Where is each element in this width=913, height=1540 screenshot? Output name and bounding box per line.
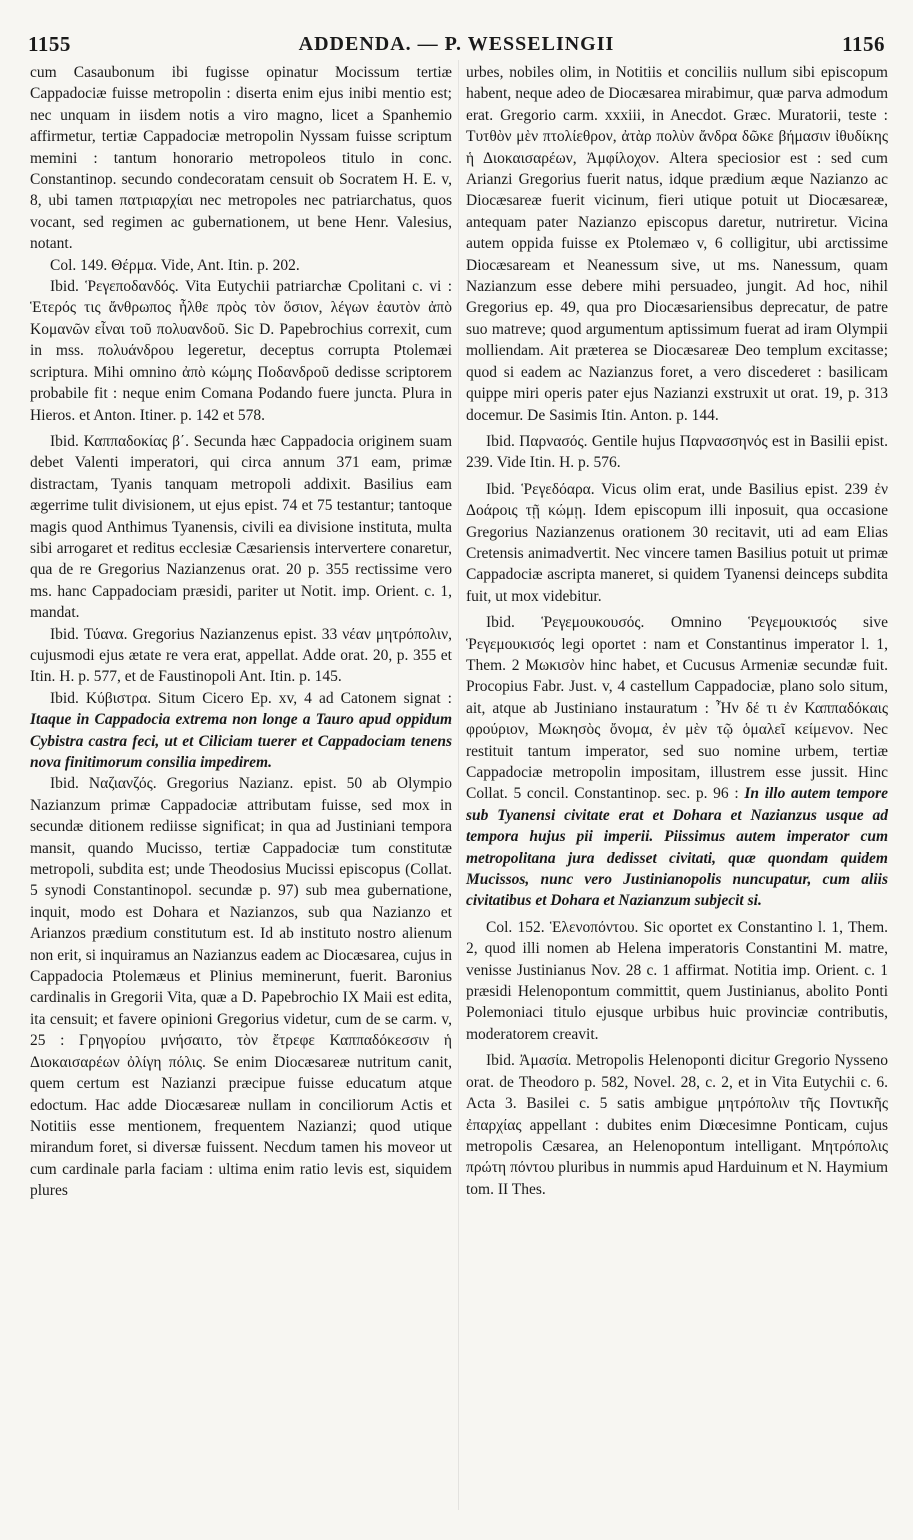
page-number-left: 1155 (28, 31, 71, 56)
paragraph-text: Ibid. Ῥεγεμουκουσός. Omnino Ῥεγεμουκισός sive Ῥεγεμουκισός legi oportet : nam et Constantinus imperator l. 1, Them. 2 Μωκισὸν hinc habet, et Cucusus Armeniæ secundæ fuit. Procopius Fabr. Just. v, 4 castellum Cappadociæ, plano solo situm, ait, atque ab Justiniano instauratum : Ἦν δέ τι ἐν Καππαδόκαις φρούριον, Μωκησὸς ὄνομα, ἐν μὲν τῷ ὁμαλεῖ κείμενον. Nec restituit tantum imperator, sed suo nomine urbem, tertiæ Cappadociæ metropolin impositam, illustrem esse jussit. Hinc Collat. 5 concil. Constantinop. sec. p. 96 : (466, 614, 888, 803)
paragraph (30, 688, 452, 774)
quotation: In illo autem tempore sub Tyanensi civitate erat et Dohara et Nazianzus usque ad tempora hujus pii imperii. Piissimus autem imperator cum metropolitana jura dedisset civitati, quæ quondam quidem Mucissos, nunc vero Justinianopolis nuncupatur, cum aliis civitatibus et Dohara et Nazianzum subjecit si. (466, 785, 888, 910)
paragraph: cum Casaubonum ibi fugisse opinatur Mocissum tertiæ Cappadociæ fuisse metropolin : diserta enim ejus inibi mentio est; nec unquam in iisdem notis a viro magno, licet a Spanhemio affirmetur, tertiæ Cappadociæ metropolin Nyssam fuisse scriptum memini : tantum honorario metropoleos titulo in conc. Constantinop. secundo condecoratam censuit ob Socratem H. E. v, 8, ubi tamen πατριαρχίαι nec metropoles nec patriarchatus, quos vocant, sed regimen ac gubernationem, ut bene Henr. Valesius, notant. (30, 64, 452, 253)
paragraph: Ibid. Ναζιανζός. Gregorius Nazianz. epist. 50 ab Olympio Nazianzum primæ Cappadociæ attributam fuisse, sed mox in secundæ ditionem rediisse significat; in qua ad Justiniani tempora mansit, quando Mucisso, tertiæ Cappadociæ tum constitutæ metropoli, subdita est; unde Theodosius Mucissi episcopus (Collat. 5 synodi Constantinopol. secundæ p. 97) sub mea gubernatione, inquit, modo est Dohara et Nazianzos, sub qua Nazianzo et Arianzos prædium constitutum est. Id ab instituto nostro alienum non erit, si inquiramus an Nazianzus eadem ac Diocæsarea, cujus in Cappadocia Ptolemæus et Plinius meminerunt, fuerit. Baronius cardinalis in Gregorii Vita, quæ a D. Papebrochio IX Maii est edita, ita censuit; et favere opinioni Gregorius videtur, cum de se carm. v, 25 : Γρηγορίου μνήσαιτο, τὸν ἔτρεφε Καππαδόκεσσιν ἡ Διοκαισαρέων ὀλίγη πόλις. Se enim Diocæsareæ nutritum canit, quem certum est Nazianzi præcipue fuisse educatum atque edoctum. Hac adde Diocæsareæ nullam in conciliorum Actis et Notitiis esse mentionem, frequentem Nazianzi; quod utique mirandum foret, si diversæ fuissent. Necdum tamen his moveor ut cum cardinale parla faciam : ultima enim ratio levis est, siquidem plures (30, 775, 452, 1200)
paragraph-text: Ibid. Κύβιστρα. Situm Cicero Ep. xv, 4 ad Catonem signat : (50, 689, 452, 707)
paragraph: Ibid. Ῥεγεποδανδός. Vita Eutychii patriarchæ Cpolitani c. vi : Ἑτερός τις ἄνθρωπος ἦλθε πρὸς τὸν ὅσιον, λέγων ἑαυτὸν ἀπὸ Κομανῶν εἶναι τοῦ πολυανδοῦ. Sic D. Papebrochius correxit, cum in mss. πολυάνδρου legeretur, deceptus corrupta Ptolemæi scriptura. Mihi omnino ἀπὸ κώμης Ποδανδροῦ dedisse scriptorem probabile fit : neque enim Comana Podando fuere juncta. Plura in Hieros. et Anton. Itiner. p. 142 et 578. (30, 278, 452, 424)
page-number-right: 1156 (842, 31, 885, 56)
running-title: ADDENDA. — P. WESSELINGII (298, 32, 615, 55)
running-header (28, 30, 885, 58)
paragraph: Col. 149. Θέρμα. Vide, Ant. Itin. p. 202. (50, 256, 300, 274)
paragraph: Col. 152. Ἑλενοπόντου. Sic oportet ex Constantino l. 1, Them. 2, quod illi nomen ab Helena imperatoris Constantini M. matre, venisse Justinianus Nov. 28 c. 1 affirmat. Notitia imp. Orient. c. 1 præsidi Helenopontum committit, quem Justinianus, abolito Ponti Polemoniaci titulo ejusque urbibus huic provinciæ contributis, moderatorem creavit. (466, 918, 888, 1043)
left-column (30, 62, 452, 1202)
column-divider (458, 60, 459, 1510)
quotation: Itaque in Cappadocia extrema non longe a Tauro apud oppidum Cybistra castra feci, ut et Ciliciam tuerer et Cappadociam tenens nova finitimorum consilia impedirem. (30, 711, 452, 771)
paragraph: Ibid. Τύανα. Gregorius Nazianzenus epist. 33 νέαν μητρόπολιν, cujusmodi ejus ætate re vera erat, appellat. Adde orat. 20, p. 355 et Itin. H. p. 577, et de Faustinopoli Ant. Itin. p. 145. (30, 625, 452, 686)
paragraph (466, 612, 888, 912)
paragraph: urbes, nobiles olim, in Notitiis et conciliis nullum sibi episcopum habent, neque adeo de Diocæsarea mirabimur, quæ parva admodum erat. Gregorio carm. xxxiii, in Anecdot. Græc. Muratorii, teste : Τυτθὸν μὲν πτολίεθρον, ἀτὰρ πολὺν ἄνδρα δῶκε βήμασιν ἰθυδίκης ἡ Διοκαισαρέων, Ἀμφίλοχον. Altera speciosior est : sed cum Arianzi Gregorius fuerit natus, idque prædium æque Nazianzo ac Diocæsareæ fuerit vicinum, fieri utique potuit ut Diocæsareæ, antequam pater Nazianzo episcopus daretur, nutriretur. Vicina autem oppida fuisse ex Ptolemæo v, 6 colligitur, ubi arctissime Diocæsaream et Neanessum sive, ut ms. Nanessum, quam Nazianzum esse debere mihi persuadeo, jungit. Ad hoc, nihil Gregorius ep. 49, qua pro Diocæsariensibus deprecatur, de patre suo matreve; quod argumentum aptissimum fuerat ad iram Olympii molliendam. Ait præterea se Diocæsareæ Deo templum excitasse; quod si eadem ac Nazianzus foret, a vero discederet : basilicam quippe miri operis pater ejus Nazianzi exstruxit ut orat. 19, p. 313 docemur. De Sasimis Itin. Anton. p. 144. (466, 64, 888, 424)
paragraph: Ibid. Ῥεγεδόαρα. Vicus olim erat, unde Basilius epist. 239 ἐν Δοάροις τῇ κώμῃ. Idem episcopum illi inposuit, qua occasione Gregorius Nazianzenus orationem 30 recitavit, uti ad eam Elias Cretensis animadvertit. Nec vincere tamen Basilius potuit ut primæ Cappadociæ ascripta maneret, si quidem Tyanensi deinceps subdita fuit, ut mox videbitur. (466, 480, 888, 605)
paragraph: Ibid. Παρνασός. Gentile hujus Παρνασσηνός est in Basilii epist. 239. Vide Itin. H. p. 576. (466, 432, 888, 472)
paragraph: Ibid. Ἀμασία. Metropolis Helenoponti dicitur Gregorio Nysseno orat. de Theodoro p. 582, Novel. 28, c. 2, et in Vita Eutychii c. 6. Acta 3. Basilei c. 5 satis ambigue μητρόπολιν τῆς Ποντικῆς ἐπαρχίας appellant : dubites enim Diœcesimne Ponticam, cujus metropolis Cæsarea, an Helenopontum intelligant. Μητρόπολις πρώτη πόντου pluribus in nummis apud Harduinum et N. Haymium tom. II Thes. (466, 1052, 888, 1198)
paragraph: Ibid. Καππαδοκίας β΄. Secunda hæc Cappadocia originem suam debet Valenti imperatori, qui circa annum 371 eam, primæ distractam, Tyanis tanquam metropoli addixit. Basilius eam ægerrime tulit divisionem, ut ejus epist. 74 et 75 testantur; tantoque magis quod Anthimus Tyanensis, civili ea divisione instituta, multa sibi arrogaret et reditus ecclesiæ Cæsariensis intervertere conaretur, qua de re Gregorius Nazianzenus orat. 20 p. 355 rectissime vero ms. hanc Cappadociam præsidi, pariter ut Notit. imp. Orient. c. 1, mandat. (30, 432, 452, 622)
right-column (466, 62, 888, 1200)
